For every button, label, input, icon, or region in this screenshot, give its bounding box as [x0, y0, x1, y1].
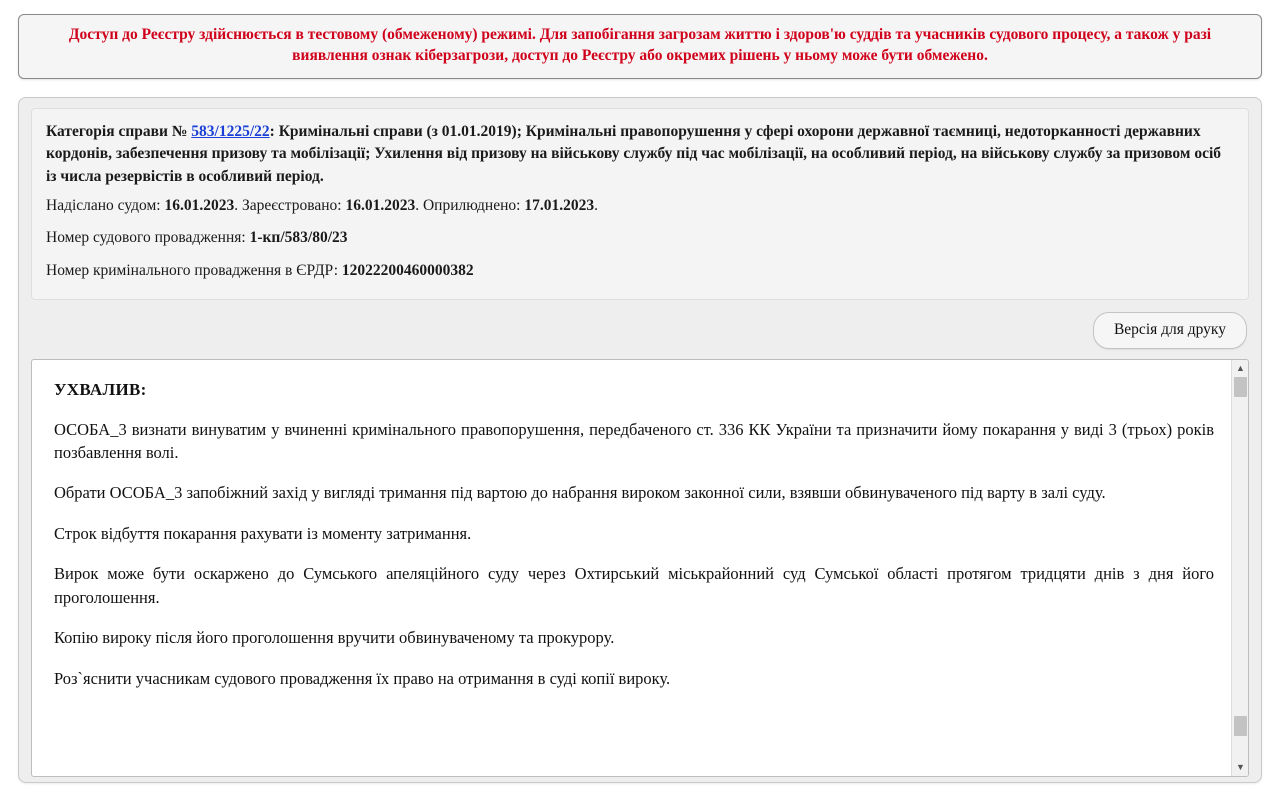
erdr-number-line	[46, 260, 1234, 283]
proceeding-number-value: 1-кп/583/80/23	[249, 229, 348, 247]
scrollbar-thumb-secondary[interactable]	[1234, 716, 1247, 736]
decision-paragraph: Роз`яснити учасникам судового провадження їх право на отримання в суді копії вироку.	[54, 668, 671, 688]
decision-heading: УХВАЛИВ:	[54, 379, 147, 399]
published-label: . Оприлюднено:	[415, 196, 525, 214]
test-mode-warning-banner	[18, 14, 1262, 79]
case-number-link[interactable]: 583/1225/22	[191, 122, 270, 140]
sent-label: Надіслано судом:	[46, 196, 165, 214]
published-suffix: .	[594, 196, 598, 214]
decision-text-panel	[31, 359, 1249, 777]
decision-paragraph: ОСОБА_3 визнати винуватим у вчиненні кримінального правопорушення, передбаченого ст. 336 КК України та призначити йому покарання у виді 3 (трьох) років позбавлення волі.	[54, 419, 1214, 463]
warning-text: Доступ до Реєстру здійснюється в тестовому (обмеженому) режимі. Для запобігання загрозам життю і здоров'ю суддів та учасників судового процесу, а також у разі виявлення ознак кіберзагрози, доступ до Реєстру або окремих рішень у ньому може бути обмежено.	[68, 26, 1212, 65]
sent-value: 16.01.2023	[164, 196, 235, 214]
decision-paragraph: Вирок може бути оскаржено до Сумського апеляційного суду через Охтирський міськрайонний суд Сумської області протягом тридцяти днів з дня його проголошення.	[54, 564, 1214, 607]
scroll-down-arrow-icon[interactable]: ▼	[1232, 759, 1249, 776]
case-category-prefix: Категорія справи №	[46, 122, 192, 140]
erdr-label: Номер кримінального провадження в ЄРДР:	[46, 261, 342, 279]
erdr-value: 12022200460000382	[341, 261, 474, 279]
proceeding-number-line	[46, 227, 1234, 250]
registered-value: 16.01.2023	[345, 196, 416, 214]
case-category-line	[46, 121, 1234, 189]
case-category-text: : Кримінальні справи (з 01.01.2019); Кримінальні правопорушення у сфері охорони державної таємниці, недоторканності державних кордонів, забезпечення призову та мобілізації; Ухилення від призову на військову службу під час мобілізації, на особливий період, на військову службу за призовом осіб із числа резервістів в особливий період.	[46, 122, 1222, 185]
case-metadata	[31, 108, 1249, 300]
scrollbar-thumb[interactable]	[1234, 377, 1247, 397]
decision-paragraph: Копію вироку після його проголошення вручити обвинуваченому та прокурору.	[54, 628, 615, 648]
proceeding-number-label: Номер судового провадження:	[46, 229, 250, 247]
vertical-scrollbar[interactable]	[1231, 360, 1248, 776]
dates-line	[46, 195, 1234, 218]
registered-label: . Зареєстровано:	[234, 196, 346, 214]
decision-text-content	[32, 360, 1248, 776]
document-card	[18, 97, 1262, 783]
decision-paragraph: Строк відбуття покарання рахувати із моменту затримання.	[54, 523, 472, 543]
toolbar	[31, 300, 1249, 359]
decision-paragraph: Обрати ОСОБА_3 запобіжний захід у вигляді тримання під вартою до набрання вироком законної сили, взявши обвинуваченого під варту в залі суду.	[54, 483, 1106, 503]
scroll-up-arrow-icon[interactable]: ▲	[1232, 360, 1249, 377]
published-value: 17.01.2023	[524, 196, 595, 214]
print-version-button[interactable]: Версія для друку	[1093, 312, 1247, 349]
